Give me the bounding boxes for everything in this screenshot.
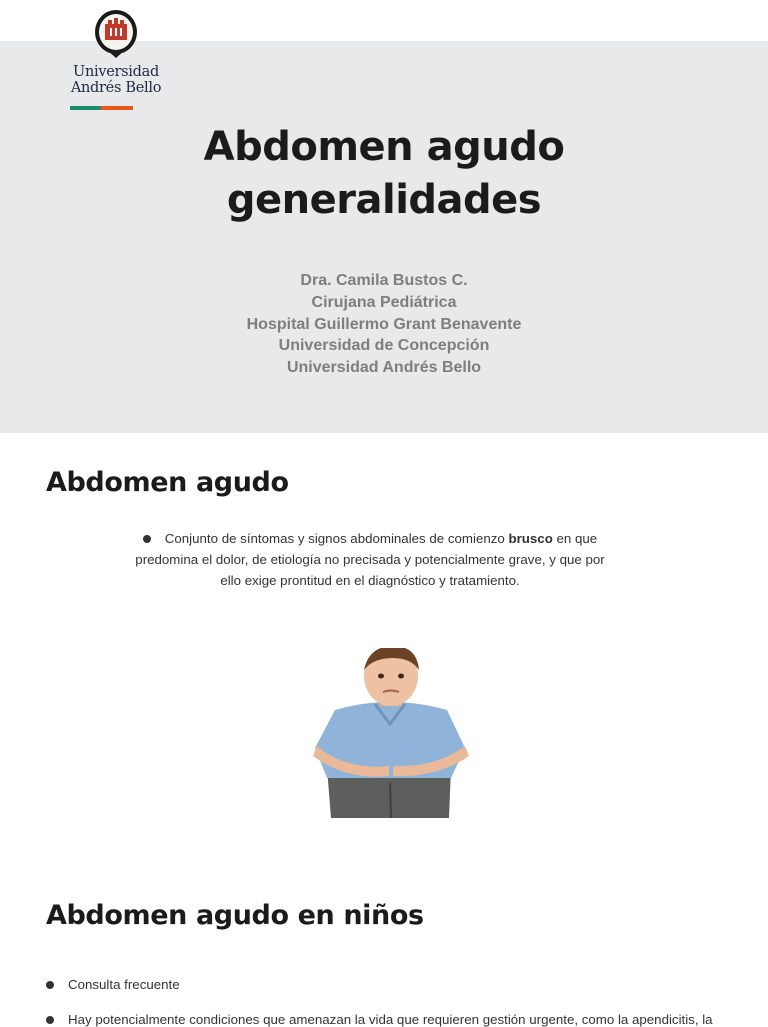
university-emblem-icon: [93, 8, 139, 60]
slide-title: [0, 121, 768, 227]
author-block: [0, 270, 768, 379]
logo-bar-green: [70, 106, 101, 110]
slide2-heading: Abdomen agudo: [46, 467, 289, 498]
title-line-2: generalidades: [226, 177, 542, 223]
title-slide: [0, 41, 768, 433]
logo-line-1: Universidad: [73, 64, 159, 80]
list-item: [46, 1012, 713, 1027]
bullet-icon: [46, 981, 54, 989]
author-line: Hospital Guillermo Grant Benavente: [246, 315, 522, 333]
definition-part1: Conjunto de síntomas y signos abdominales de comienzo: [164, 531, 509, 546]
list-item: [46, 977, 180, 992]
child-holding-stomach-photo: [265, 648, 521, 818]
child-illustration-icon: [265, 648, 521, 818]
list-item-text: Hay potencialmente condiciones que amenazan la vida que requieren gestión urgente, como la apendicitis, la: [68, 1012, 713, 1027]
bullet-icon: [46, 1016, 54, 1024]
definition-paragraph: [128, 528, 612, 591]
definition-bold: brusco: [508, 531, 553, 546]
university-wordmark: [66, 64, 166, 96]
university-logo: [66, 6, 166, 106]
title-line-1: Abdomen agudo: [203, 124, 565, 170]
list-item-text: Consulta frecuente: [68, 977, 180, 992]
author-line: Dra. Camila Bustos C.: [300, 272, 468, 289]
slide3-heading: Abdomen agudo en niños: [46, 900, 424, 931]
bullet-icon: [143, 535, 151, 543]
definition-part2: en que predomina el dolor, de etiología no precisada y potencialmente grave, y que por ello exige prontitud en el diagnóstico y tratamiento.: [135, 531, 605, 588]
author-line: Universidad de Concepción: [278, 337, 490, 355]
logo-bar-orange: [101, 106, 133, 110]
author-line: Universidad Andrés Bello: [286, 359, 482, 377]
author-line: Cirujana Pediátrica: [311, 293, 457, 311]
logo-line-2: Andrés Bello: [70, 80, 162, 96]
